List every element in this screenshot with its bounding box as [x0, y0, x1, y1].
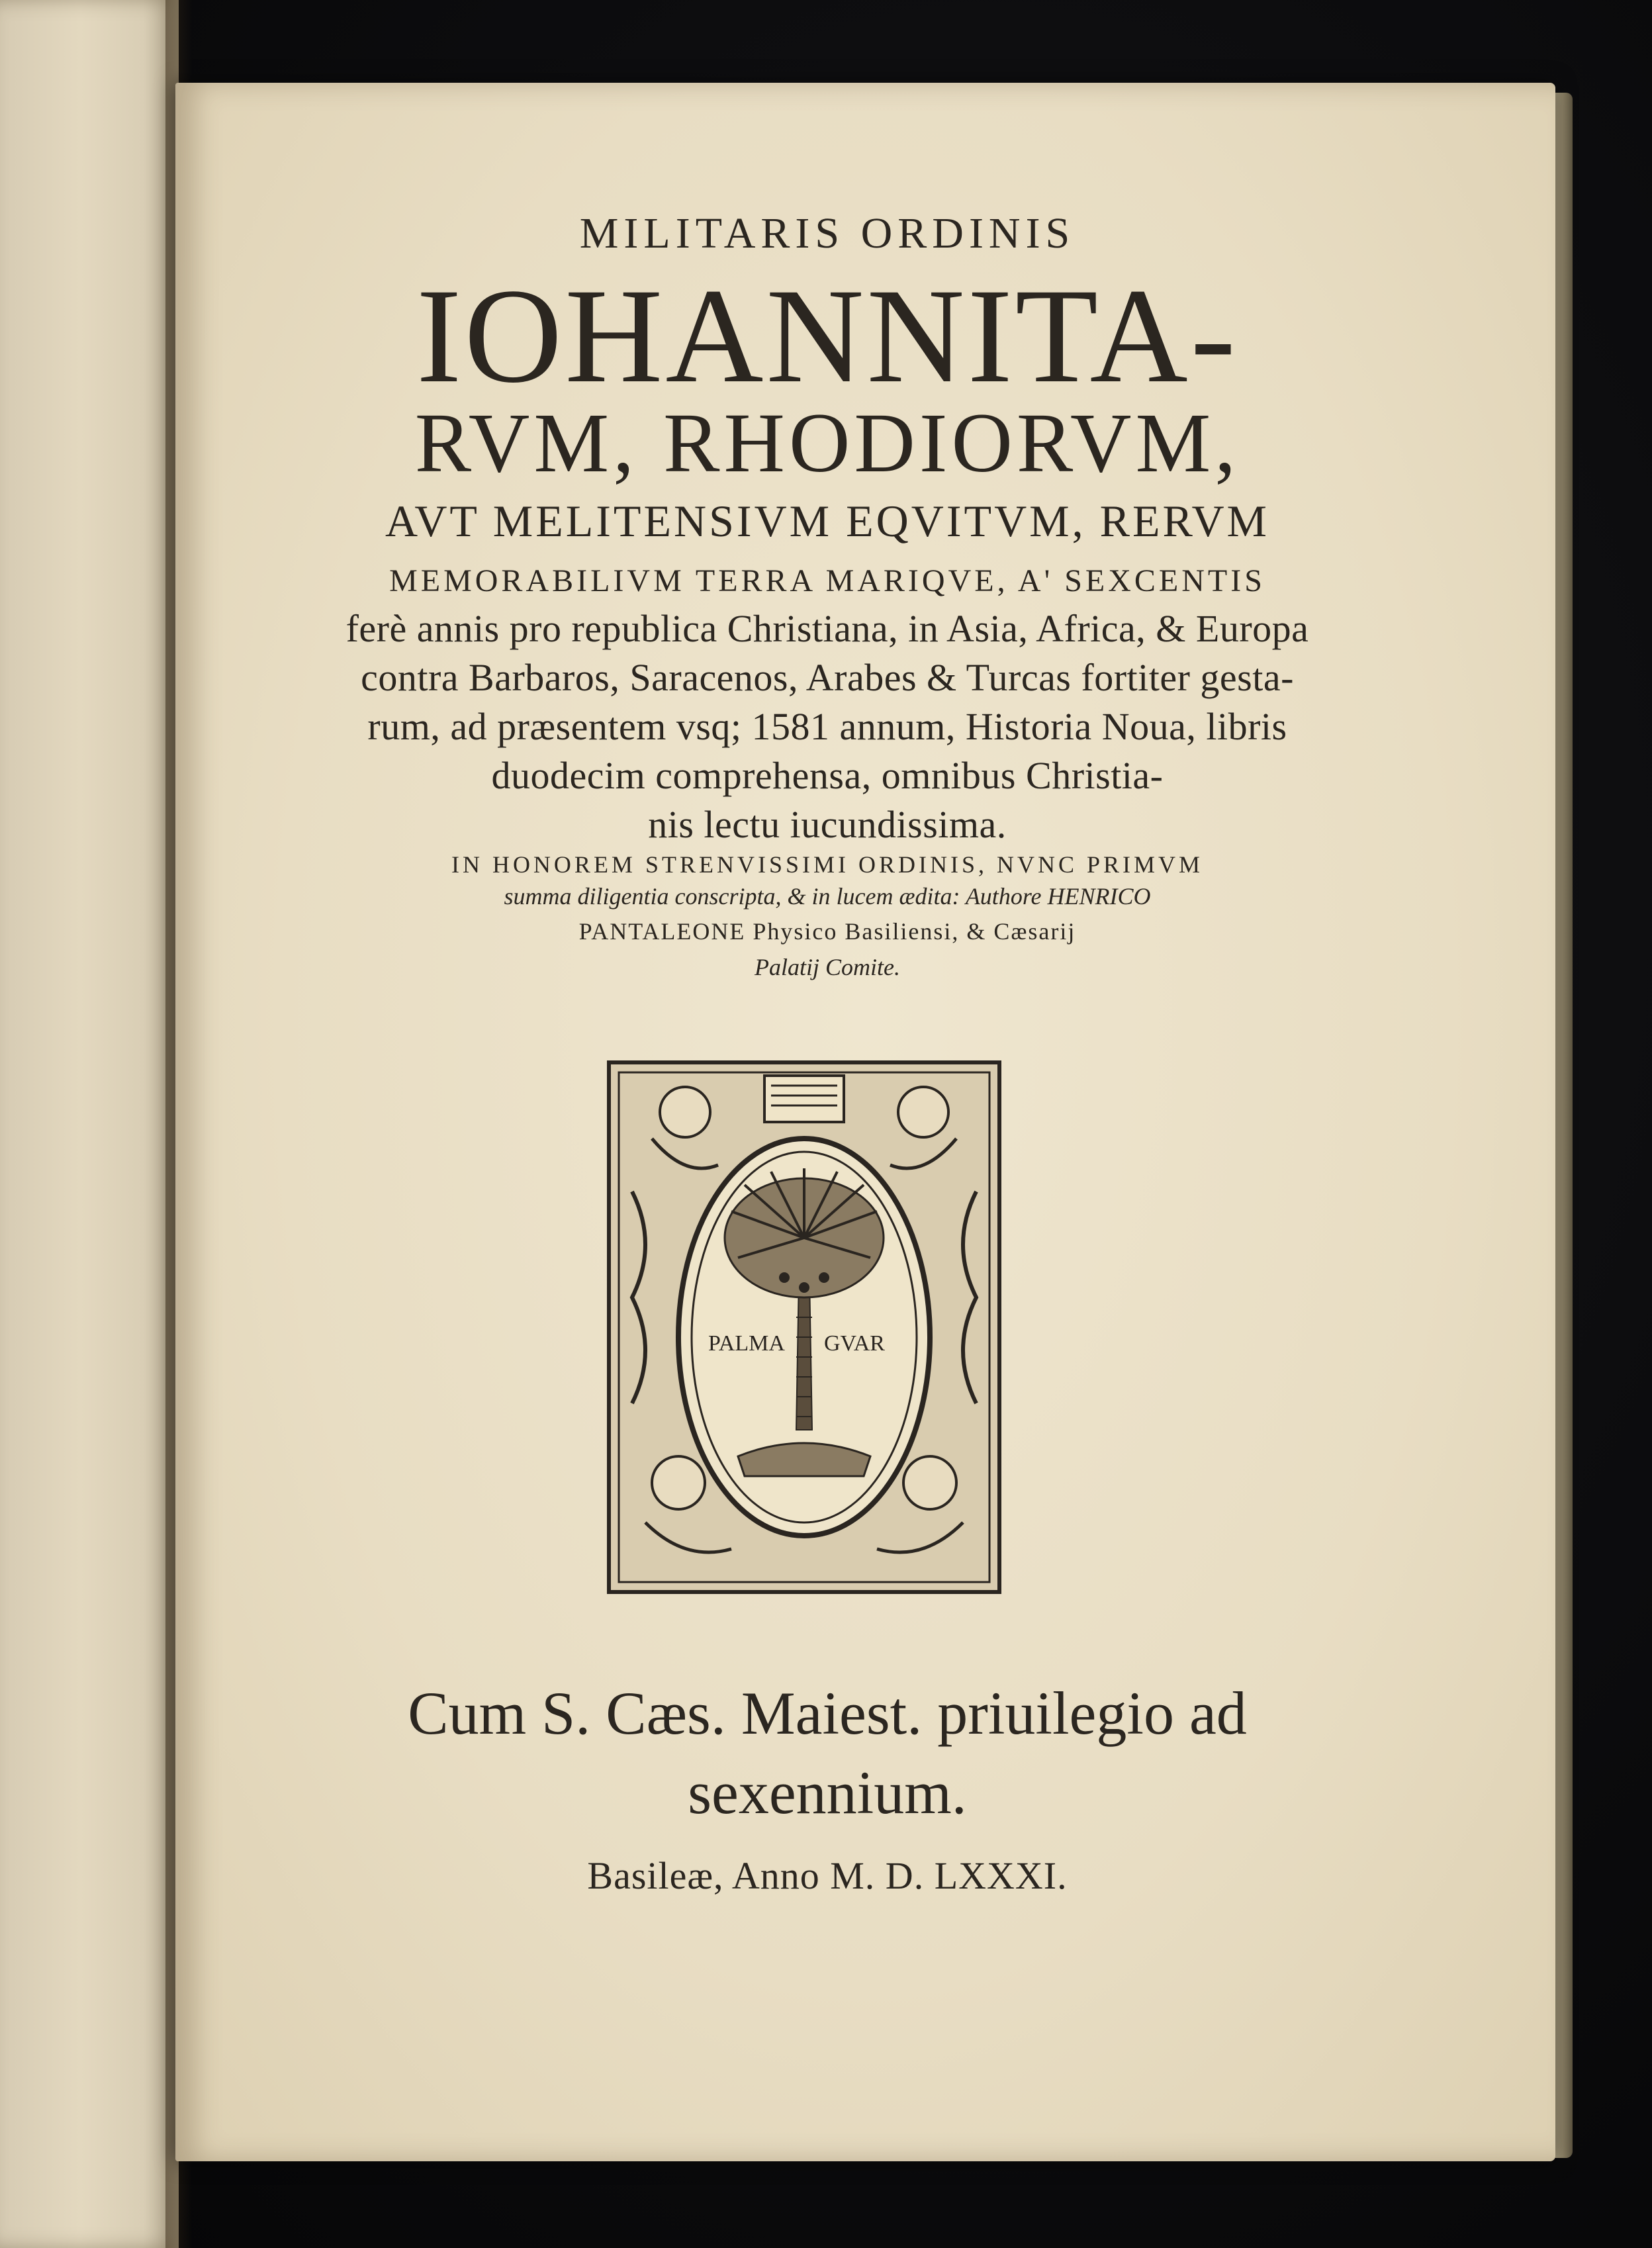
title-line-militaris: MILITARIS ORDINIS [579, 209, 1076, 258]
title-line-memorabilium: MEMORABILIVM TERRA MARIQVE, A' SEXCENTIS [389, 563, 1265, 598]
imprint-line-3: PANTALEONE Physico Basiliensi, & Cæsarij [578, 918, 1076, 945]
imprint-line-1: IN HONOREM STRENVISSIMI ORDINIS, NVNC PRIMVM [451, 851, 1204, 878]
title-line-iohannita: IOHANNITA- [416, 261, 1238, 411]
imprint-line-2: summa diligentia conscripta, & in lucem ædita: Authore HENRICO [504, 883, 1151, 910]
body-line-1: ferè annis pro republica Christiana, in Asia, Africa, & Europa [345, 607, 1309, 650]
title-line-melitensium: AVT MELITENSIVM EQVITVM, RERVM [385, 496, 1270, 546]
body-line-4: duodecim comprehensa, omnibus Christia- [491, 754, 1164, 797]
palm-tree-device-illustration [606, 1059, 1003, 1595]
device-label-palma: PALMA [708, 1331, 785, 1356]
imprint-line-4: Palatij Comite. [755, 954, 900, 980]
place-and-date: Basileæ, Anno M. D. LXXXI. [587, 1854, 1068, 1897]
body-line-5: nis lectu iucundissima. [648, 803, 1007, 846]
privilege-line-2: sexennium. [688, 1759, 967, 1826]
left-page-verso [0, 0, 179, 2248]
printers-device-woodcut [606, 1059, 1003, 1595]
body-line-2: contra Barbaros, Saracenos, Arabes & Turcas fortiter gesta- [361, 656, 1294, 699]
body-line-3: rum, ad præsentem vsq; 1581 annum, Historia Noua, libris [367, 705, 1287, 748]
privilege-line-1: Cum S. Cæs. Maiest. priuilegio ad [408, 1679, 1247, 1747]
device-label-guar: GVAR [824, 1331, 885, 1356]
title-line-rhodiorum: RVM, RHODIORVM, [414, 396, 1240, 490]
